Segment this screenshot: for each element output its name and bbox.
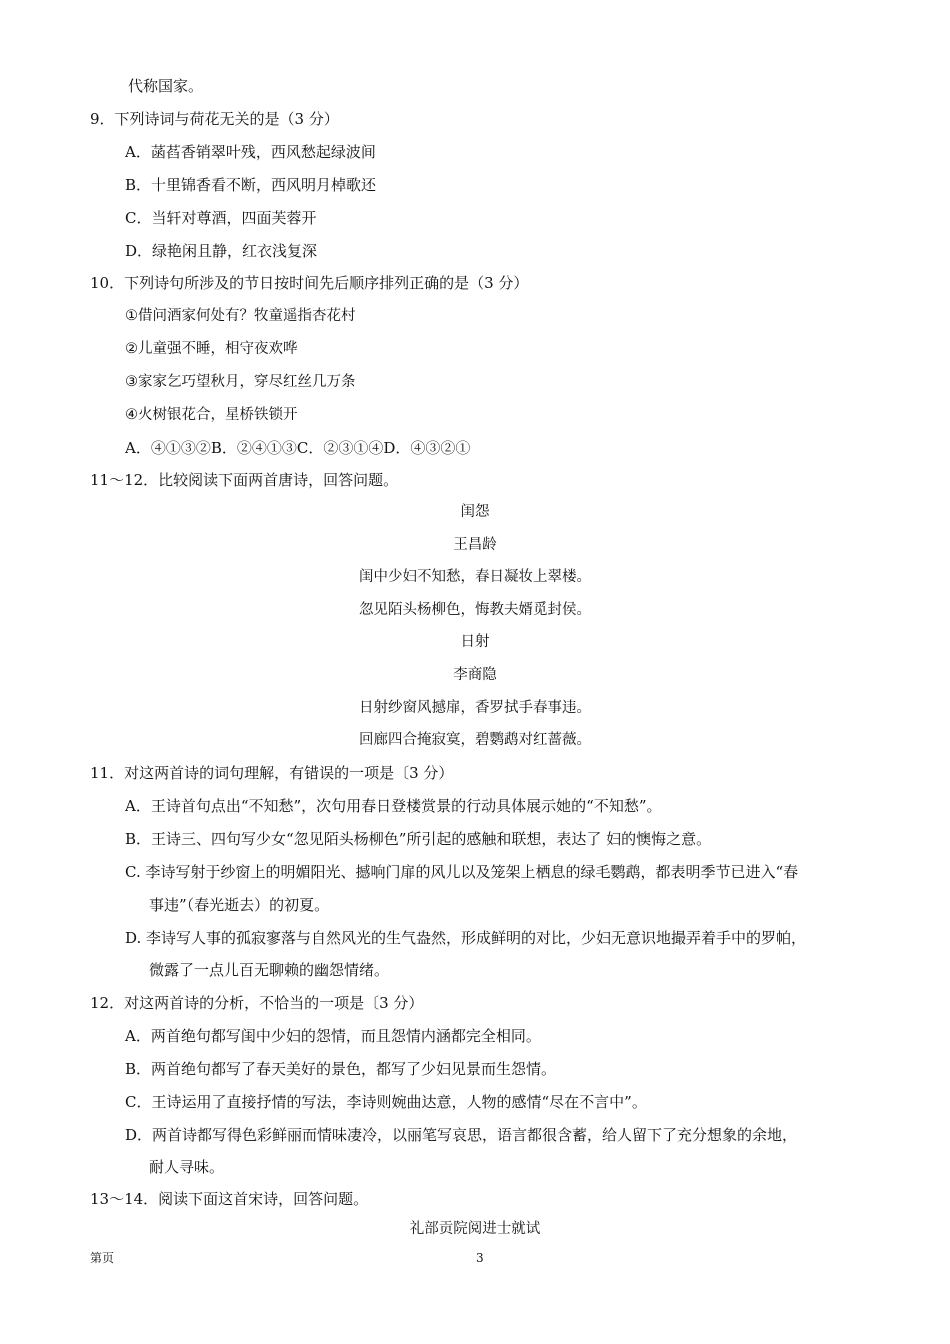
poem-1-line-1: 闺中少妇不知愁，春日凝妆上翠楼。 <box>359 569 591 585</box>
question-10-answers: A．④①③②B．②④①③C．②③①④D．④③②① <box>125 439 471 457</box>
section-intro-11-12: 11～12．比较阅读下面两首唐诗，回答问题。 <box>90 471 399 489</box>
poem-1-line-2: 忽见陌头杨柳色，悔教夫婿觅封侯。 <box>359 602 591 618</box>
question-11-option-c: C. 李诗写射于纱窗上的明媚阳光、撼响门扉的风儿以及笼架上栖息的绿毛鹦鹉，都表明季节已进入“春 <box>125 863 799 881</box>
footer-page-number: 3 <box>476 1251 484 1265</box>
footer-page-label: 第页 <box>90 1251 115 1265</box>
poem-3-title: 礼部贡院阅进士就试 <box>409 1221 541 1237</box>
question-9-stem: 9．下列诗词与荷花无关的是（3 分） <box>90 110 339 128</box>
question-12-option-d: D．两首诗都写得色彩鲜丽而情味凄冷，以丽笔写哀思，语言都很含蓄，给人留下了充分想象的余地， <box>125 1126 798 1144</box>
question-11-option-c-cont: 事违”（春光逝去）的初夏。 <box>149 896 330 914</box>
question-11-option-a: A．王诗首句点出“不知愁”，次句用春日登楼赏景的行动具体展示她的“不知愁”。 <box>125 797 662 815</box>
question-11-option-d-cont: 微露了一点儿百无聊赖的幽怨情绪。 <box>149 961 390 979</box>
question-9-option-a: A．菡萏香销翠叶残，西风愁起绿波间 <box>125 143 376 161</box>
question-10-line-2: ②儿童强不睡，相守夜欢哗 <box>125 341 298 357</box>
question-9-option-d: D．绿艳闲且静，红衣浅复深 <box>125 242 318 260</box>
question-9-option-b: B．十里锦香看不断，西风明月棹歌还 <box>125 176 377 194</box>
question-10-line-1: ①借问酒家何处有？牧童遥指杏花村 <box>125 308 356 324</box>
question-12-stem: 12．对这两首诗的分析，不恰当的一项是〔3 分） <box>90 994 424 1012</box>
poem-2-line-1: 日射纱窗风撼扉，香罗拭手春事违。 <box>359 700 591 716</box>
section-intro-13-14: 13～14．阅读下面这首宋诗，回答问题。 <box>90 1190 369 1208</box>
question-10-stem: 10．下列诗句所涉及的节日按时间先后顺序排列正确的是（3 分） <box>90 274 529 292</box>
question-12-option-d-cont: 耐人寻味。 <box>149 1158 225 1176</box>
question-12-option-b: B．两首绝句都写了春天美好的景色，都写了少妇见景而生怨情。 <box>125 1060 557 1078</box>
question-10-line-3: ③家家乞巧望秋月，穿尽红丝几万条 <box>125 374 356 390</box>
poem-2-author: 李商隐 <box>453 667 497 683</box>
question-11-option-b: B．王诗三、四句写少女“忽见陌头杨柳色”所引起的感触和联想，表达了 妇的懊悔之意。 <box>125 830 712 848</box>
poem-2-title: 日射 <box>460 634 490 650</box>
poem-1-title: 闺怨 <box>460 504 490 520</box>
question-12-option-c: C．王诗运用了直接抒情的写法，李诗则婉曲达意，人物的感情“尽在不言中”。 <box>125 1093 647 1111</box>
question-9-option-c: C．当轩对尊酒，四面芙蓉开 <box>125 209 317 227</box>
poem-1-author: 王昌龄 <box>453 537 497 553</box>
continuation-text: 代称国家。 <box>128 77 204 95</box>
question-11-option-d: D. 李诗写人事的孤寂寥落与自然风光的生气盎然，形成鲜明的对比，少妇无意识地撮弄着手中的罗帕， <box>125 929 807 947</box>
question-10-line-4: ④火树银花合，星桥铁锁开 <box>125 407 298 423</box>
question-11-stem: 11．对这两首诗的词句理解，有错误的一项是〔3 分） <box>90 764 454 782</box>
question-12-option-a: A．两首绝句都写闺中少妇的怨情，而且怨情内涵都完全相同。 <box>125 1027 541 1045</box>
poem-2-line-2: 回廊四合掩寂寞，碧鹦鹉对红蔷薇。 <box>359 732 591 748</box>
